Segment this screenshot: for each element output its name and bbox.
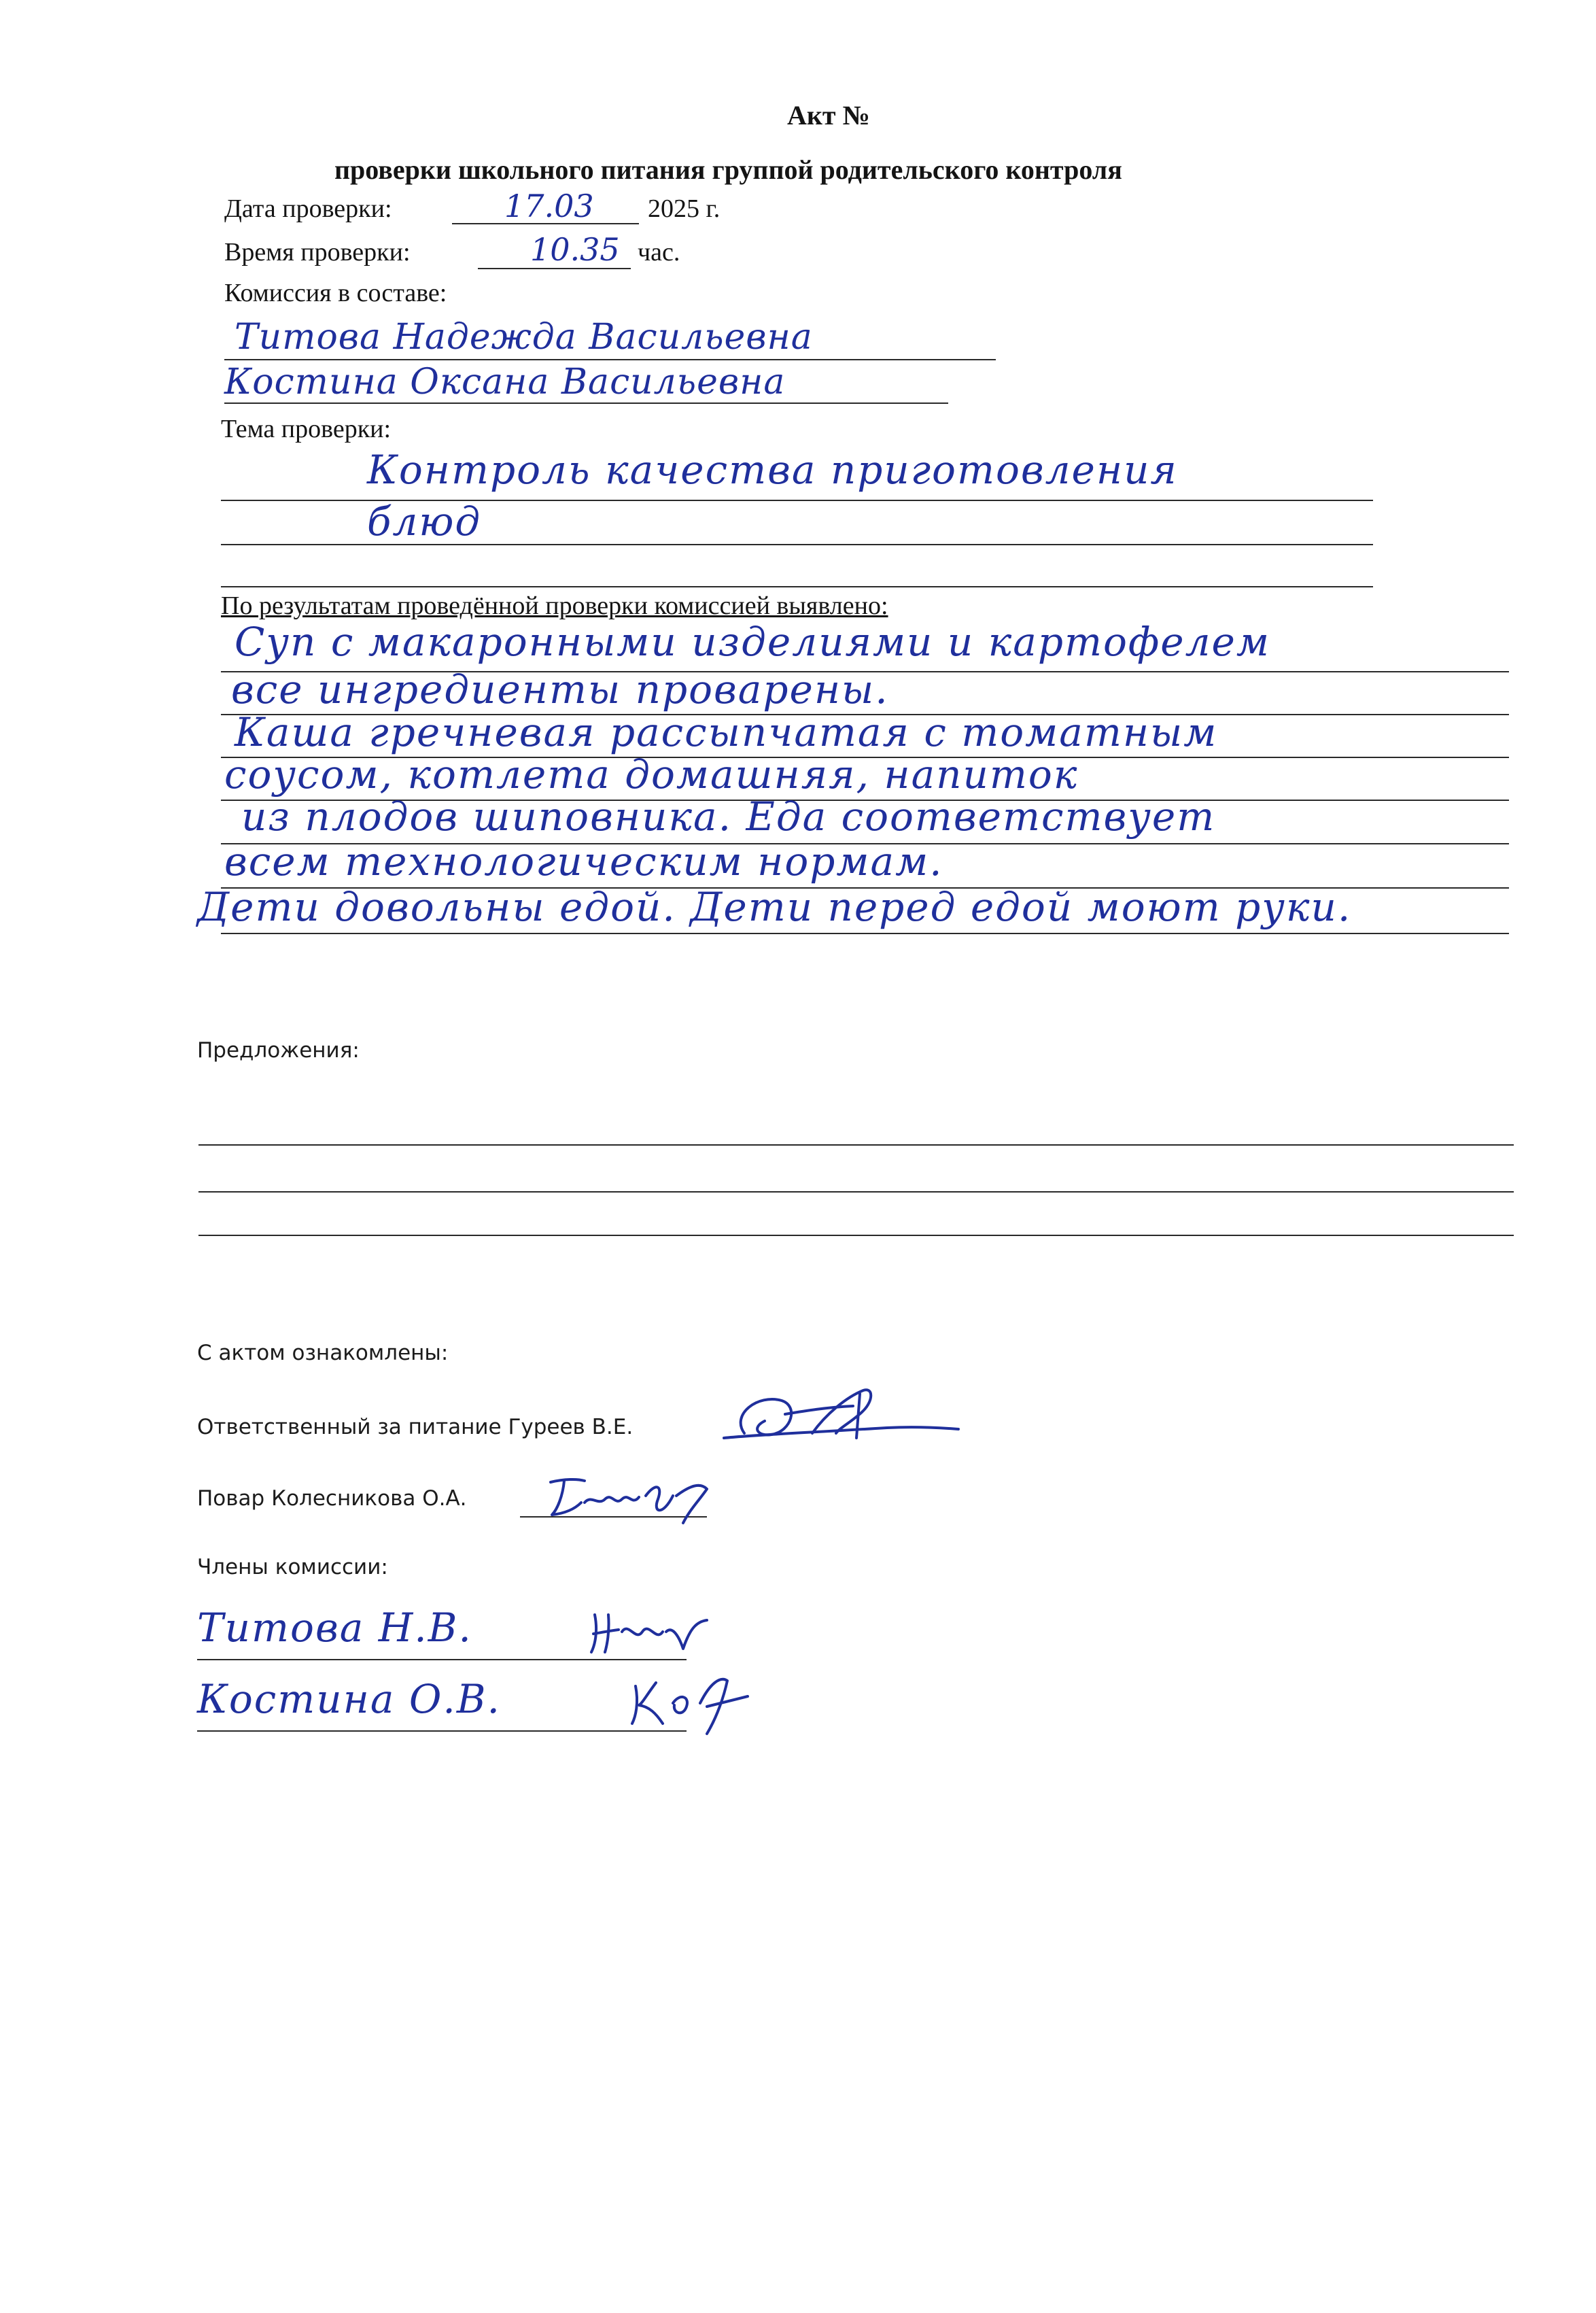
topic-line: Контроль качества приготовления bbox=[367, 447, 1178, 493]
date-suffix: 2025 г. bbox=[648, 194, 721, 223]
topic-line: блюд bbox=[367, 498, 482, 545]
time-label: Время проверки: bbox=[224, 238, 411, 267]
finding-line: все ингредиенты проварены. bbox=[231, 666, 889, 713]
topic-label: Тема проверки: bbox=[221, 415, 392, 443]
time-suffix: час. bbox=[638, 238, 680, 267]
proposals-line bbox=[198, 1191, 1514, 1193]
document-subtitle: проверки школьного питания группой родительского контроля bbox=[334, 154, 1122, 185]
responsible-signature bbox=[717, 1373, 962, 1455]
finding-line: соусом, котлета домашняя, напиток bbox=[224, 751, 1079, 798]
time-value: 10.35 bbox=[530, 231, 620, 268]
member-signature bbox=[588, 1601, 724, 1662]
proposals-line bbox=[198, 1144, 1514, 1146]
date-value: 17.03 bbox=[504, 188, 594, 224]
commission-line bbox=[224, 402, 948, 404]
member-signature bbox=[625, 1666, 775, 1741]
commission-member: Костина Оксана Васильевна bbox=[224, 362, 786, 402]
member-signature-line bbox=[197, 1659, 687, 1660]
finding-line: Дети довольны едой. Дети перед едой моют руки. bbox=[197, 884, 1352, 930]
responsible-person: Ответственный за питание Гуреев В.Е. bbox=[197, 1415, 634, 1439]
finding-line: Каша гречневая рассыпчатая с томатным bbox=[235, 709, 1218, 755]
topic-rule bbox=[221, 586, 1373, 587]
date-underline bbox=[452, 223, 639, 224]
date-label: Дата проверки: bbox=[224, 194, 392, 223]
proposals-label: Предложения: bbox=[197, 1038, 360, 1063]
proposals-line bbox=[198, 1235, 1514, 1236]
commission-members-label: Члены комиссии: bbox=[197, 1555, 388, 1579]
member-signature-name: Титова Н.В. bbox=[197, 1605, 472, 1651]
findings-label: По результатам проведённой проверки комиссией выявлено: bbox=[221, 592, 888, 620]
cook-signature bbox=[544, 1469, 721, 1530]
finding-rule bbox=[221, 933, 1509, 934]
time-underline bbox=[478, 268, 631, 269]
topic-rule bbox=[221, 544, 1373, 545]
commission-line bbox=[224, 359, 996, 360]
finding-line: Суп с макаронными изделиями и картофелем bbox=[235, 619, 1270, 665]
document-title: Акт № bbox=[787, 100, 870, 131]
commission-label: Комиссия в составе: bbox=[224, 279, 447, 307]
acknowledgement-label: С актом ознакомлены: bbox=[197, 1341, 449, 1365]
finding-line: из плодов шиповника. Еда соответствует bbox=[241, 793, 1216, 840]
cook-person: Повар Колесникова О.А. bbox=[197, 1486, 467, 1511]
finding-line: всем технологическим нормам. bbox=[224, 838, 943, 885]
member-signature-name: Костина О.В. bbox=[197, 1676, 501, 1722]
member-signature-line bbox=[197, 1730, 687, 1732]
commission-member: Титова Надежда Васильевна bbox=[235, 317, 813, 358]
